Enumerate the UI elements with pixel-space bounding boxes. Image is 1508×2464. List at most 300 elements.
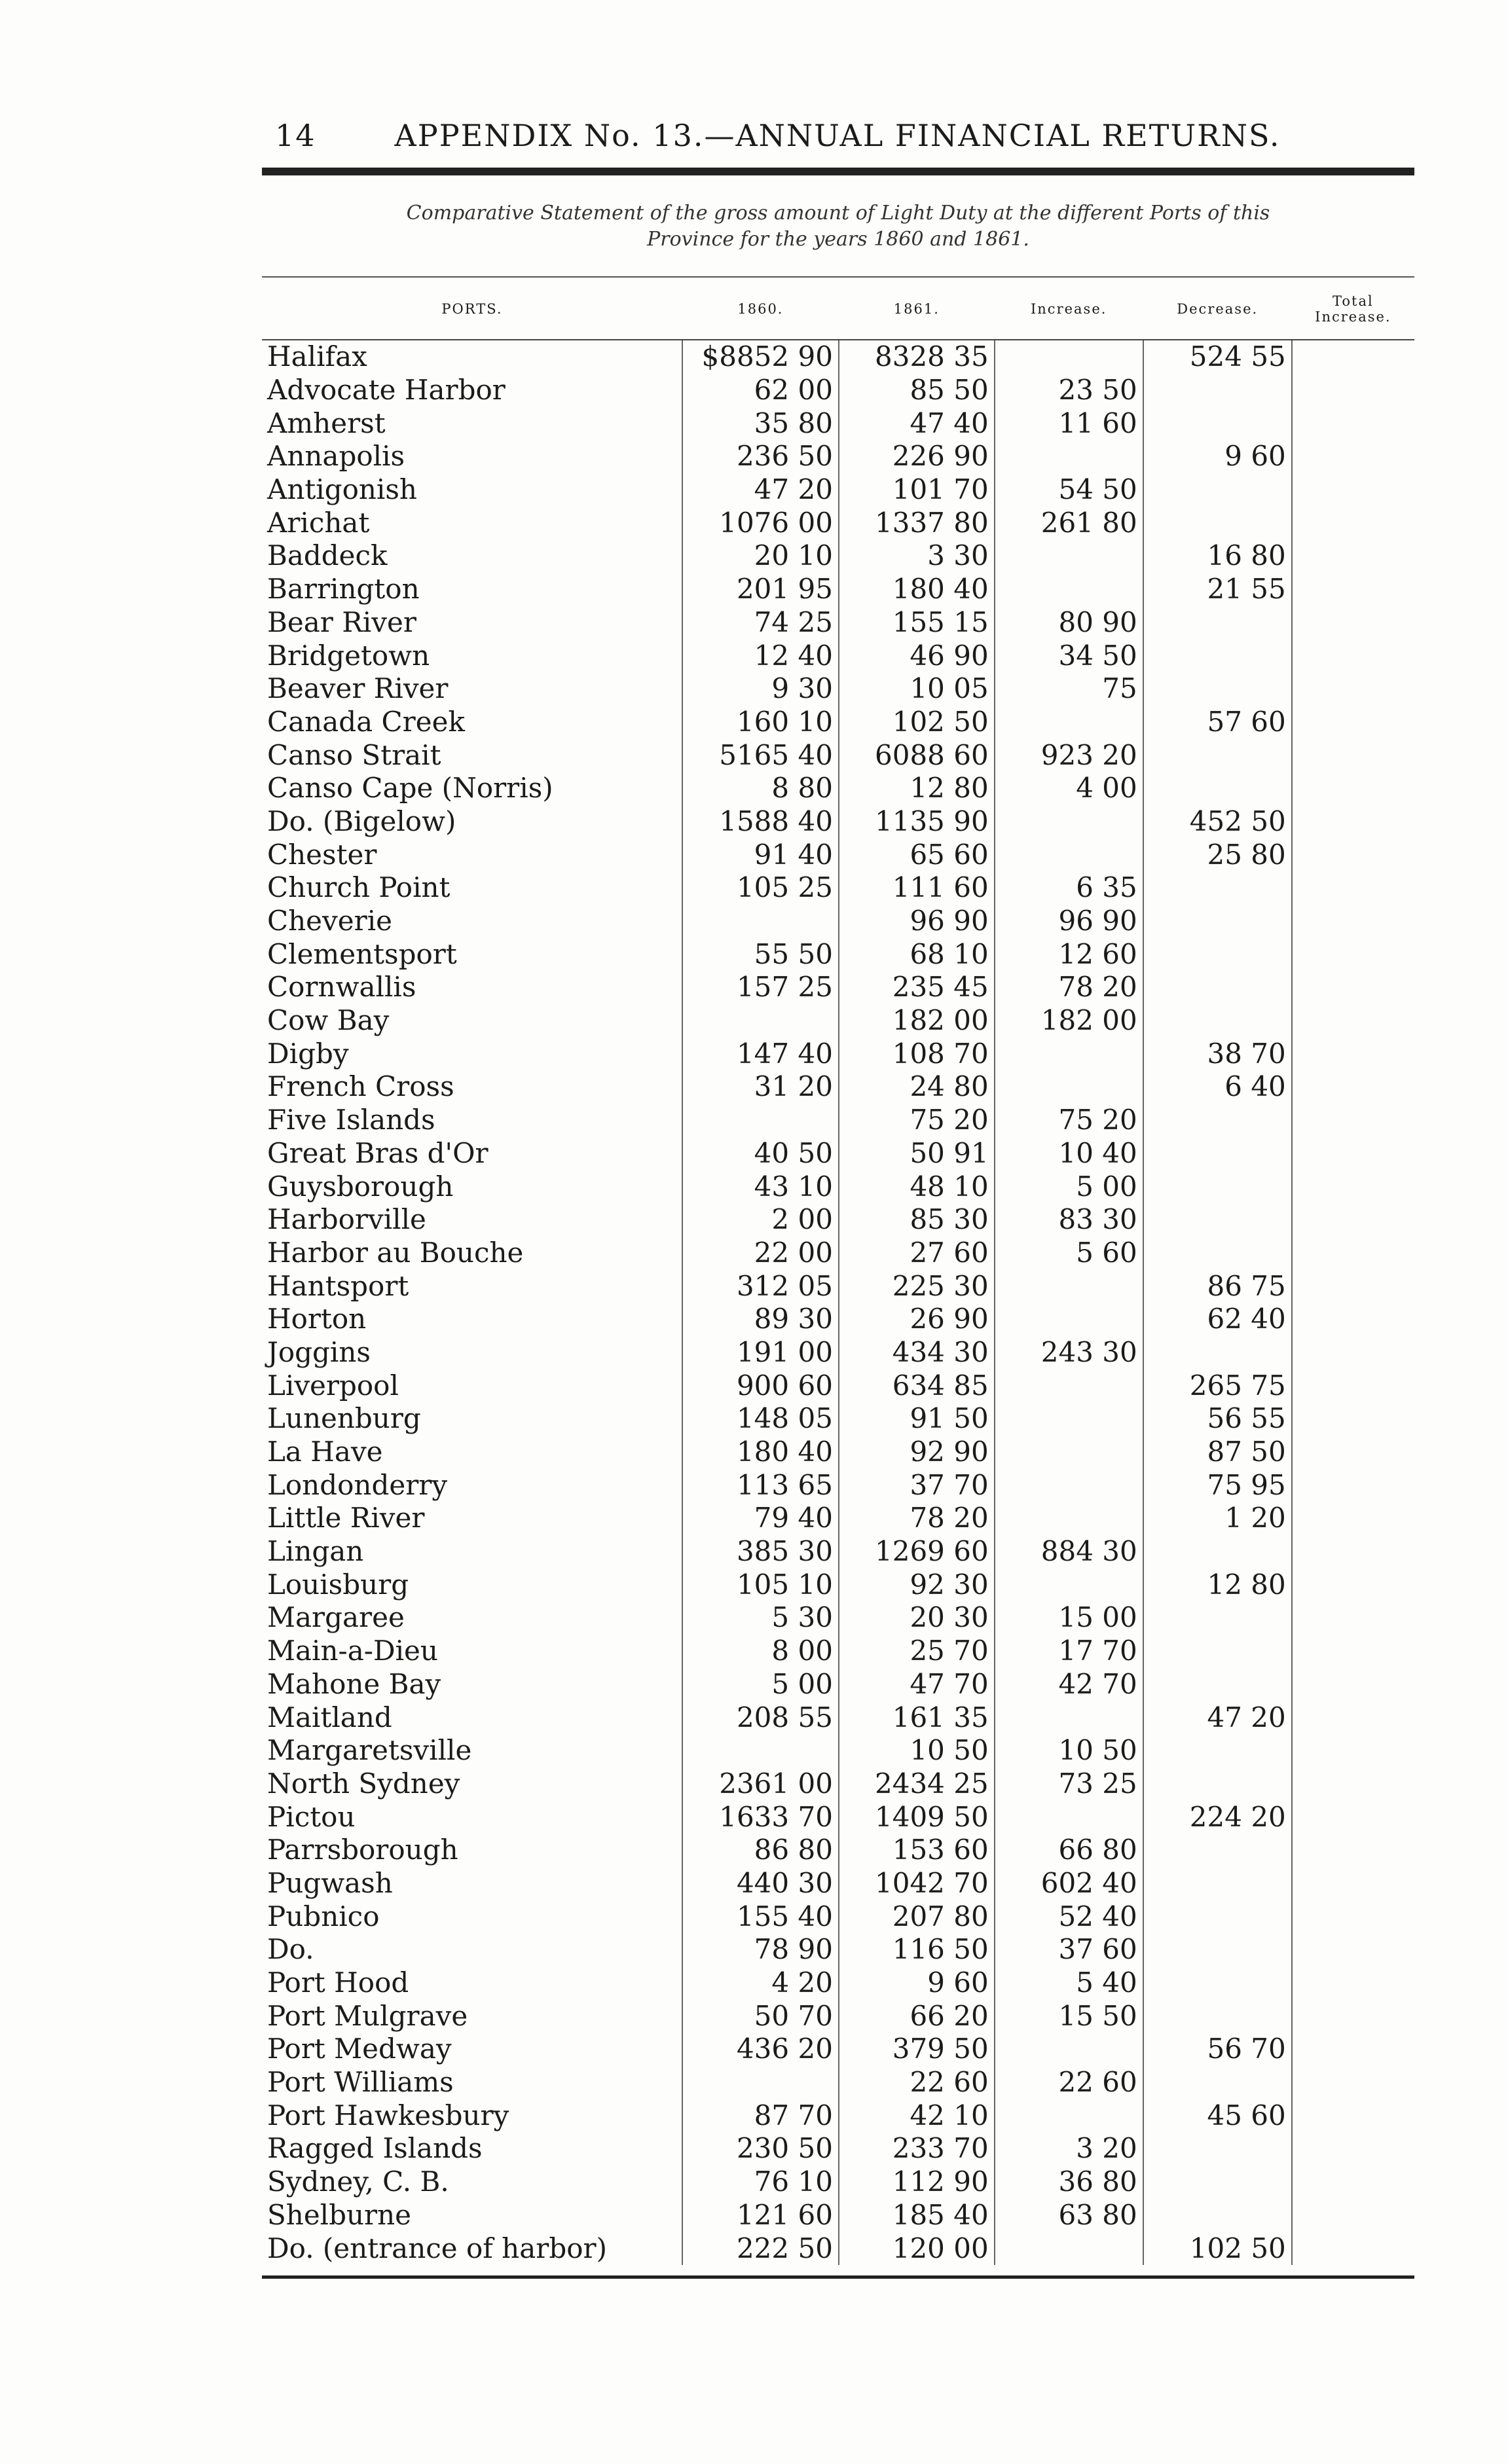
cell-increase: 923 20 xyxy=(995,738,1143,772)
cell-increase xyxy=(995,1568,1143,1601)
cell-1861: 68 10 xyxy=(839,937,995,971)
cell-1861: 25 70 xyxy=(839,1635,995,1668)
cell-increase xyxy=(995,1303,1143,1336)
table-row xyxy=(262,1635,1414,1668)
cell-increase: 15 50 xyxy=(995,1999,1143,2033)
cell-1860: 222 50 xyxy=(682,2232,839,2265)
cell-decrease: 102 50 xyxy=(1143,2232,1292,2265)
cell-port: Pugwash xyxy=(267,1866,393,1899)
cell-decrease: 265 75 xyxy=(1143,1369,1292,1402)
cell-total-increase xyxy=(1292,2232,1414,2265)
cell-decrease xyxy=(1143,971,1292,1004)
light-duty-table xyxy=(262,281,1414,2265)
cell-total-increase xyxy=(1292,573,1414,606)
cell-1861: 3 30 xyxy=(839,539,995,573)
cell-1861: 1042 70 xyxy=(839,1867,995,1900)
cell-decrease: 16 80 xyxy=(1143,539,1292,573)
cell-total-increase xyxy=(1292,971,1414,1004)
cell-1861: 1135 90 xyxy=(839,805,995,839)
cell-decrease xyxy=(1143,1966,1292,2000)
cell-total-increase xyxy=(1292,1402,1414,1436)
table-row xyxy=(262,971,1414,1004)
page-header xyxy=(262,118,1414,153)
cell-port: Bridgetown xyxy=(267,639,430,672)
cell-1860: 5165 40 xyxy=(682,738,839,772)
table-row xyxy=(262,539,1414,573)
cell-port: Advocate Harbor xyxy=(267,374,506,407)
cell-decrease xyxy=(1143,1237,1292,1270)
cell-total-increase xyxy=(1292,1933,1414,1966)
cell-port: Do. (entrance of harbor) xyxy=(267,2232,607,2264)
cell-decrease xyxy=(1143,2165,1292,2199)
page-number: 14 xyxy=(275,118,316,153)
cell-increase: 4 00 xyxy=(995,772,1143,805)
cell-decrease: 38 70 xyxy=(1143,1037,1292,1070)
cell-total-increase xyxy=(1292,2099,1414,2132)
cell-decrease xyxy=(1143,407,1292,440)
table-row xyxy=(262,440,1414,473)
table-row xyxy=(262,1535,1414,1568)
cell-decrease xyxy=(1143,772,1292,805)
cell-decrease xyxy=(1143,2066,1292,2099)
cell-1861: 233 70 xyxy=(839,2132,995,2165)
cell-increase: 75 20 xyxy=(995,1104,1143,1137)
cell-1860: 147 40 xyxy=(682,1037,839,1070)
cell-increase: 182 00 xyxy=(995,1004,1143,1038)
cell-1860: 1076 00 xyxy=(682,506,839,539)
cell-decrease: 1 20 xyxy=(1143,1502,1292,1535)
cell-1861: 46 90 xyxy=(839,639,995,672)
cell-decrease: 56 55 xyxy=(1143,1402,1292,1436)
cell-port: Ragged Islands xyxy=(267,2132,483,2165)
cell-total-increase xyxy=(1292,1369,1414,1402)
cell-1860: 5 00 xyxy=(682,1668,839,1701)
cell-port: Port Hood xyxy=(267,1966,409,1999)
cell-port: Lingan xyxy=(267,1535,364,1568)
cell-increase xyxy=(995,1402,1143,1436)
table-row xyxy=(262,2132,1414,2165)
table-row xyxy=(262,905,1414,938)
cell-1861: 102 50 xyxy=(839,706,995,739)
cell-port: Parrsborough xyxy=(267,1834,458,1866)
cell-decrease xyxy=(1143,2132,1292,2165)
cell-decrease: 21 55 xyxy=(1143,573,1292,606)
page-title: APPENDIX No. 13.—ANNUAL FINANCIAL RETURNS. xyxy=(394,118,1281,153)
table-row xyxy=(262,473,1414,507)
cell-port: Lunenburg xyxy=(267,1402,421,1435)
table-row xyxy=(262,738,1414,772)
cell-port: Canso Strait xyxy=(267,738,441,771)
col-header-total-increase: Total Increase. xyxy=(1292,281,1414,340)
table-caption xyxy=(262,200,1414,253)
cell-increase xyxy=(995,1269,1143,1303)
cell-port: Port Mulgrave xyxy=(267,1999,468,2032)
cell-decrease: 47 20 xyxy=(1143,1701,1292,1734)
table-end-rule xyxy=(262,2275,1414,2279)
cell-increase xyxy=(995,340,1143,374)
cell-1861: 22 60 xyxy=(839,2066,995,2099)
table-row xyxy=(262,1867,1414,1900)
cell-1860: 76 10 xyxy=(682,2165,839,2199)
cell-port: Port Williams xyxy=(267,2066,454,2099)
cell-1861: 226 90 xyxy=(839,440,995,473)
table-row xyxy=(262,2232,1414,2265)
cell-1861: 66 20 xyxy=(839,1999,995,2033)
col-header-1861: 1861. xyxy=(839,281,995,340)
cell-port: Canso Cape (Norris) xyxy=(267,772,553,805)
table-row xyxy=(262,1436,1414,1469)
cell-1861: 12 80 xyxy=(839,772,995,805)
table-row xyxy=(262,1767,1414,1801)
cell-1860: 78 90 xyxy=(682,1933,839,1966)
cell-total-increase xyxy=(1292,1137,1414,1170)
cell-1860: 89 30 xyxy=(682,1303,839,1336)
cell-increase: 261 80 xyxy=(995,506,1143,539)
cell-1861: 116 50 xyxy=(839,1933,995,1966)
cell-total-increase xyxy=(1292,1303,1414,1336)
cell-1861: 108 70 xyxy=(839,1037,995,1070)
cell-decrease xyxy=(1143,1004,1292,1038)
cell-increase: 52 40 xyxy=(995,1900,1143,1933)
cell-port: Annapolis xyxy=(267,440,405,473)
cell-total-increase xyxy=(1292,1701,1414,1734)
cell-total-increase xyxy=(1292,606,1414,640)
cell-1861: 185 40 xyxy=(839,2199,995,2232)
cell-increase: 5 40 xyxy=(995,1966,1143,2000)
cell-decrease xyxy=(1143,1834,1292,1867)
cell-total-increase xyxy=(1292,1502,1414,1535)
cell-1860: 160 10 xyxy=(682,706,839,739)
cell-port: Port Hawkesbury xyxy=(267,2099,509,2131)
cell-port: Margaree xyxy=(267,1601,405,1634)
cell-1861: 50 91 xyxy=(839,1137,995,1170)
cell-1861: 111 60 xyxy=(839,871,995,905)
cell-1861: 182 00 xyxy=(839,1004,995,1038)
cell-port: Do. (Bigelow) xyxy=(267,805,456,837)
cell-total-increase xyxy=(1292,1436,1414,1469)
cell-1860: 1588 40 xyxy=(682,805,839,839)
cell-decrease xyxy=(1143,1170,1292,1203)
cell-1861: 112 90 xyxy=(839,2165,995,2199)
cell-total-increase xyxy=(1292,1037,1414,1070)
cell-1860: 201 95 xyxy=(682,573,839,606)
cell-1860: 43 10 xyxy=(682,1170,839,1203)
cell-1860: 79 40 xyxy=(682,1502,839,1535)
cell-1860: 2 00 xyxy=(682,1203,839,1237)
cell-total-increase xyxy=(1292,1170,1414,1203)
cell-1860: 148 05 xyxy=(682,1402,839,1436)
cell-increase: 5 00 xyxy=(995,1170,1143,1203)
cell-port: North Sydney xyxy=(267,1767,460,1800)
cell-1860 xyxy=(682,1734,839,1767)
cell-increase: 78 20 xyxy=(995,971,1143,1004)
table-header-row xyxy=(262,281,1414,340)
document-page xyxy=(262,118,1414,2279)
cell-1861: 47 70 xyxy=(839,1668,995,1701)
cell-1860 xyxy=(682,1004,839,1038)
cell-increase: 15 00 xyxy=(995,1601,1143,1635)
table-row xyxy=(262,2033,1414,2066)
cell-port: Chester xyxy=(267,838,377,871)
cell-increase xyxy=(995,1037,1143,1070)
cell-total-increase xyxy=(1292,2132,1414,2165)
cell-port: Beaver River xyxy=(267,672,449,705)
cell-port: Do. xyxy=(267,1933,314,1966)
cell-decrease xyxy=(1143,871,1292,905)
table-row xyxy=(262,1336,1414,1369)
cell-1861: 26 90 xyxy=(839,1303,995,1336)
cell-total-increase xyxy=(1292,440,1414,473)
cell-1861: 48 10 xyxy=(839,1170,995,1203)
col-header-ports: PORTS. xyxy=(262,281,682,340)
table-row xyxy=(262,1734,1414,1767)
cell-1860: 47 20 xyxy=(682,473,839,507)
cell-total-increase xyxy=(1292,1767,1414,1801)
cell-port: Little River xyxy=(267,1502,425,1534)
cell-decrease xyxy=(1143,937,1292,971)
cell-total-increase xyxy=(1292,639,1414,672)
cell-1861: 10 50 xyxy=(839,1734,995,1767)
cell-port: Mahone Bay xyxy=(267,1667,441,1700)
cell-total-increase xyxy=(1292,539,1414,573)
cell-total-increase xyxy=(1292,374,1414,407)
cell-1861: 1409 50 xyxy=(839,1800,995,1834)
table-row xyxy=(262,1966,1414,2000)
cell-1860: 157 25 xyxy=(682,971,839,1004)
cell-total-increase xyxy=(1292,838,1414,871)
cell-port: Main-a-Dieu xyxy=(267,1635,438,1667)
cell-1860: 50 70 xyxy=(682,1999,839,2033)
cell-total-increase xyxy=(1292,738,1414,772)
table-body xyxy=(262,340,1414,2265)
cell-1860: 155 40 xyxy=(682,1900,839,1933)
table-row xyxy=(262,2199,1414,2232)
cell-increase xyxy=(995,573,1143,606)
table-row xyxy=(262,2165,1414,2199)
caption-rule xyxy=(262,276,1414,278)
cell-total-increase xyxy=(1292,2033,1414,2066)
cell-1861: 153 60 xyxy=(839,1834,995,1867)
cell-1860: 312 05 xyxy=(682,1269,839,1303)
table-row xyxy=(262,1237,1414,1270)
cell-increase xyxy=(995,1502,1143,1535)
cell-increase: 22 60 xyxy=(995,2066,1143,2099)
cell-1860: 8 00 xyxy=(682,1635,839,1668)
cell-decrease xyxy=(1143,1999,1292,2033)
cell-increase: 80 90 xyxy=(995,606,1143,640)
cell-increase xyxy=(995,2033,1143,2066)
cell-1860: 208 55 xyxy=(682,1701,839,1734)
cell-increase xyxy=(995,838,1143,871)
cell-total-increase xyxy=(1292,1601,1414,1635)
cell-1860: 180 40 xyxy=(682,1436,839,1469)
cell-1860 xyxy=(682,905,839,938)
cell-1860: 105 25 xyxy=(682,871,839,905)
table-row xyxy=(262,506,1414,539)
table-row xyxy=(262,706,1414,739)
cell-1861: 2434 25 xyxy=(839,1767,995,1801)
cell-1861: 78 20 xyxy=(839,1502,995,1535)
cell-decrease: 25 80 xyxy=(1143,838,1292,871)
cell-1861: 161 35 xyxy=(839,1701,995,1734)
table-row xyxy=(262,639,1414,672)
cell-1861: 434 30 xyxy=(839,1336,995,1369)
cell-1860: 12 40 xyxy=(682,639,839,672)
cell-decrease xyxy=(1143,374,1292,407)
cell-increase: 37 60 xyxy=(995,1933,1143,1966)
cell-1860: 436 20 xyxy=(682,2033,839,2066)
cell-decrease: 56 70 xyxy=(1143,2033,1292,2066)
cell-increase: 11 60 xyxy=(995,407,1143,440)
cell-decrease xyxy=(1143,606,1292,640)
cell-port: Canada Creek xyxy=(267,705,465,738)
table-row xyxy=(262,1834,1414,1867)
cell-total-increase xyxy=(1292,1999,1414,2033)
table-row xyxy=(262,1303,1414,1336)
cell-1861: 47 40 xyxy=(839,407,995,440)
cell-port: Five Islands xyxy=(267,1104,435,1136)
cell-decrease xyxy=(1143,506,1292,539)
cell-decrease xyxy=(1143,1933,1292,1966)
cell-1860: 1633 70 xyxy=(682,1800,839,1834)
cell-increase xyxy=(995,805,1143,839)
col-header-decrease: Decrease. xyxy=(1143,281,1292,340)
cell-1860: 91 40 xyxy=(682,838,839,871)
caption-line-2: Province for the years 1860 and 1861. xyxy=(647,228,1029,251)
cell-increase: 6 35 xyxy=(995,871,1143,905)
table-row xyxy=(262,1269,1414,1303)
cell-decrease: 87 50 xyxy=(1143,1436,1292,1469)
cell-port: Port Medway xyxy=(267,2033,452,2065)
cell-total-increase xyxy=(1292,1237,1414,1270)
cell-total-increase xyxy=(1292,340,1414,374)
cell-port: Hantsport xyxy=(267,1269,409,1302)
cell-1861: 235 45 xyxy=(839,971,995,1004)
cell-decrease: 45 60 xyxy=(1143,2099,1292,2132)
cell-1861: 225 30 xyxy=(839,1269,995,1303)
table-row xyxy=(262,1568,1414,1601)
cell-port: Louisburg xyxy=(267,1568,409,1601)
table-row xyxy=(262,1137,1414,1170)
cell-increase: 66 80 xyxy=(995,1834,1143,1867)
table-row xyxy=(262,1933,1414,1966)
cell-1861: 24 80 xyxy=(839,1070,995,1104)
table-row xyxy=(262,2066,1414,2099)
cell-1861: 101 70 xyxy=(839,473,995,507)
cell-port: Clementsport xyxy=(267,937,457,970)
cell-port: Pubnico xyxy=(267,1900,380,1932)
cell-increase: 75 xyxy=(995,672,1143,706)
cell-decrease xyxy=(1143,1867,1292,1900)
cell-increase: 3 20 xyxy=(995,2132,1143,2165)
cell-decrease xyxy=(1143,1203,1292,1237)
table-row xyxy=(262,871,1414,905)
cell-decrease: 452 50 xyxy=(1143,805,1292,839)
cell-1860: 121 60 xyxy=(682,2199,839,2232)
cell-port: Harborville xyxy=(267,1203,426,1236)
cell-increase xyxy=(995,1468,1143,1502)
cell-total-increase xyxy=(1292,1269,1414,1303)
cell-increase: 36 80 xyxy=(995,2165,1143,2199)
cell-1860: 86 80 xyxy=(682,1834,839,1867)
cell-1860: 22 00 xyxy=(682,1237,839,1270)
cell-1860: 9 30 xyxy=(682,672,839,706)
cell-decrease: 75 95 xyxy=(1143,1468,1292,1502)
table-row xyxy=(262,1004,1414,1038)
cell-1861: 20 30 xyxy=(839,1601,995,1635)
cell-increase: 63 80 xyxy=(995,2199,1143,2232)
cell-1860: 4 20 xyxy=(682,1966,839,2000)
cell-1861: 37 70 xyxy=(839,1468,995,1502)
cell-1861: 379 50 xyxy=(839,2033,995,2066)
cell-increase: 884 30 xyxy=(995,1535,1143,1568)
cell-1860: 113 65 xyxy=(682,1468,839,1502)
cell-total-increase xyxy=(1292,2199,1414,2232)
cell-port: Cow Bay xyxy=(267,1004,390,1037)
cell-total-increase xyxy=(1292,1535,1414,1568)
cell-port: Antigonish xyxy=(267,473,417,506)
cell-1861: 9 60 xyxy=(839,1966,995,2000)
cell-total-increase xyxy=(1292,871,1414,905)
cell-total-increase xyxy=(1292,506,1414,539)
cell-decrease xyxy=(1143,639,1292,672)
table-row xyxy=(262,1800,1414,1834)
cell-port: Shelburne xyxy=(267,2198,412,2231)
cell-1861: 92 90 xyxy=(839,1436,995,1469)
table-row xyxy=(262,1037,1414,1070)
cell-increase xyxy=(995,1436,1143,1469)
cell-increase: 602 40 xyxy=(995,1867,1143,1900)
table-row xyxy=(262,407,1414,440)
cell-total-increase xyxy=(1292,407,1414,440)
cell-decrease xyxy=(1143,2199,1292,2232)
cell-1860: 55 50 xyxy=(682,937,839,971)
cell-1860 xyxy=(682,1104,839,1137)
cell-decrease xyxy=(1143,1601,1292,1635)
cell-total-increase xyxy=(1292,672,1414,706)
table-row xyxy=(262,1104,1414,1137)
cell-increase: 17 70 xyxy=(995,1635,1143,1668)
cell-port: Cornwallis xyxy=(267,971,416,1004)
cell-1860: 20 10 xyxy=(682,539,839,573)
table-row xyxy=(262,937,1414,971)
cell-increase: 243 30 xyxy=(995,1336,1143,1369)
table-row xyxy=(262,772,1414,805)
cell-port: Margaretsville xyxy=(267,1734,472,1767)
cell-port: Arichat xyxy=(267,506,370,539)
cell-1861: 155 15 xyxy=(839,606,995,640)
cell-total-increase xyxy=(1292,772,1414,805)
cell-increase: 34 50 xyxy=(995,639,1143,672)
cell-port: Barrington xyxy=(267,573,420,606)
cell-decrease: 224 20 xyxy=(1143,1800,1292,1834)
cell-decrease xyxy=(1143,1336,1292,1369)
cell-increase xyxy=(995,539,1143,573)
cell-decrease xyxy=(1143,1535,1292,1568)
cell-total-increase xyxy=(1292,1635,1414,1668)
cell-increase: 83 30 xyxy=(995,1203,1143,1237)
cell-port: Pictou xyxy=(267,1800,356,1833)
cell-1860: 2361 00 xyxy=(682,1767,839,1801)
cell-increase xyxy=(995,706,1143,739)
cell-increase: 10 40 xyxy=(995,1137,1143,1170)
cell-port: Church Point xyxy=(267,871,451,904)
cell-decrease: 62 40 xyxy=(1143,1303,1292,1336)
cell-1860: 87 70 xyxy=(682,2099,839,2132)
cell-1860: 230 50 xyxy=(682,2132,839,2165)
cell-total-increase xyxy=(1292,1336,1414,1369)
cell-port: La Have xyxy=(267,1436,383,1468)
